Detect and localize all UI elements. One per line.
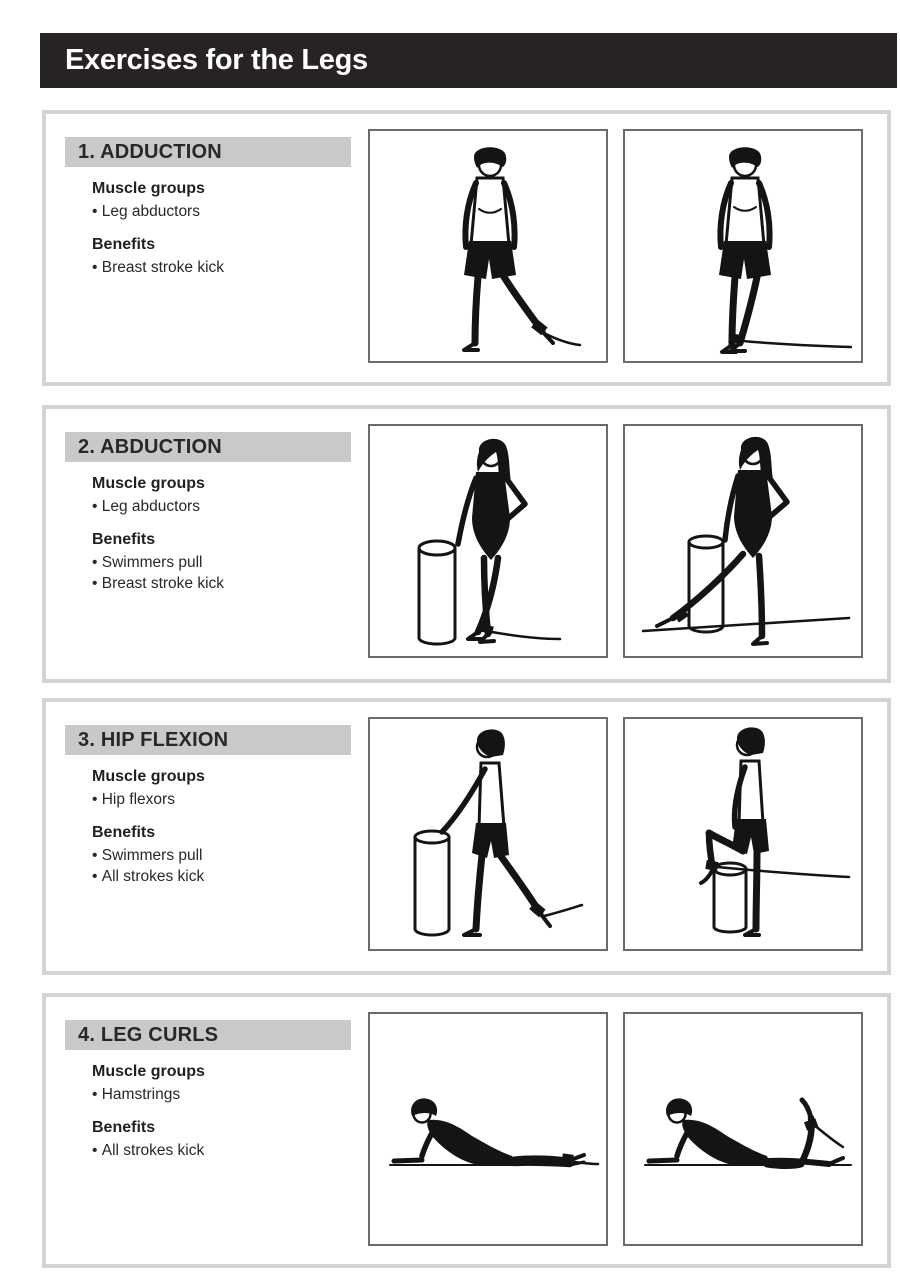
page-title: Exercises for the Legs [65, 44, 368, 76]
list-item: • Swimmers pull [92, 552, 224, 573]
illustration-start-frame [368, 129, 608, 363]
exercise-section-hip-flexion [42, 698, 891, 975]
benefits-heading: Benefits [92, 824, 156, 841]
muscle-groups-list [92, 1084, 205, 1105]
hip-flexion-end-illustration [625, 719, 861, 949]
illustration-start-frame [368, 717, 608, 951]
exercise-section-adduction [42, 110, 891, 386]
section-title: 2. ABDUCTION [78, 435, 222, 458]
list-item: • Swimmers pull [92, 845, 205, 866]
section-title-bar [65, 432, 351, 462]
section-title: 1. ADDUCTION [78, 140, 222, 163]
illustration-start-frame [368, 1012, 608, 1246]
leg-curls-end-illustration [625, 1014, 861, 1244]
benefits-list [92, 552, 224, 594]
section-title: 3. HIP FLEXION [78, 728, 229, 751]
section-title-bar [65, 1020, 351, 1050]
section-title: 4. LEG CURLS [78, 1023, 219, 1046]
benefits-heading: Benefits [92, 236, 156, 253]
muscle-groups-list [92, 201, 224, 222]
muscle-groups-heading: Muscle groups [92, 1063, 205, 1080]
list-item: • All strokes kick [92, 1140, 205, 1161]
adduction-end-illustration [625, 131, 861, 361]
muscle-groups-list [92, 789, 205, 810]
section-info [92, 768, 205, 901]
abduction-start-illustration [370, 426, 606, 656]
muscle-groups-heading: Muscle groups [92, 768, 205, 785]
list-item: • Breast stroke kick [92, 573, 224, 594]
list-item: • All strokes kick [92, 866, 205, 887]
list-item: • Hip flexors [92, 789, 205, 810]
section-title-bar [65, 137, 351, 167]
illustration-start-frame [368, 424, 608, 658]
section-info [92, 180, 224, 292]
section-info [92, 1063, 205, 1175]
muscle-groups-heading: Muscle groups [92, 475, 205, 492]
list-item: • Leg abductors [92, 201, 224, 222]
hip-flexion-start-illustration [370, 719, 606, 949]
illustration-end-frame [623, 1012, 863, 1246]
section-info [92, 475, 224, 608]
leg-curls-start-illustration [370, 1014, 606, 1244]
benefits-list [92, 845, 205, 887]
page-header [40, 33, 897, 88]
abduction-end-illustration [625, 426, 861, 656]
benefits-list [92, 1140, 205, 1161]
illustration-end-frame [623, 717, 863, 951]
benefits-list [92, 257, 224, 278]
muscle-groups-heading: Muscle groups [92, 180, 205, 197]
benefits-heading: Benefits [92, 531, 156, 548]
list-item: • Breast stroke kick [92, 257, 224, 278]
list-item: • Hamstrings [92, 1084, 205, 1105]
section-title-bar [65, 725, 351, 755]
exercise-section-leg-curls [42, 993, 891, 1268]
muscle-groups-list [92, 496, 224, 517]
list-item: • Leg abductors [92, 496, 224, 517]
illustration-end-frame [623, 424, 863, 658]
adduction-start-illustration [370, 131, 606, 361]
exercise-section-abduction [42, 405, 891, 683]
benefits-heading: Benefits [92, 1119, 156, 1136]
illustration-end-frame [623, 129, 863, 363]
